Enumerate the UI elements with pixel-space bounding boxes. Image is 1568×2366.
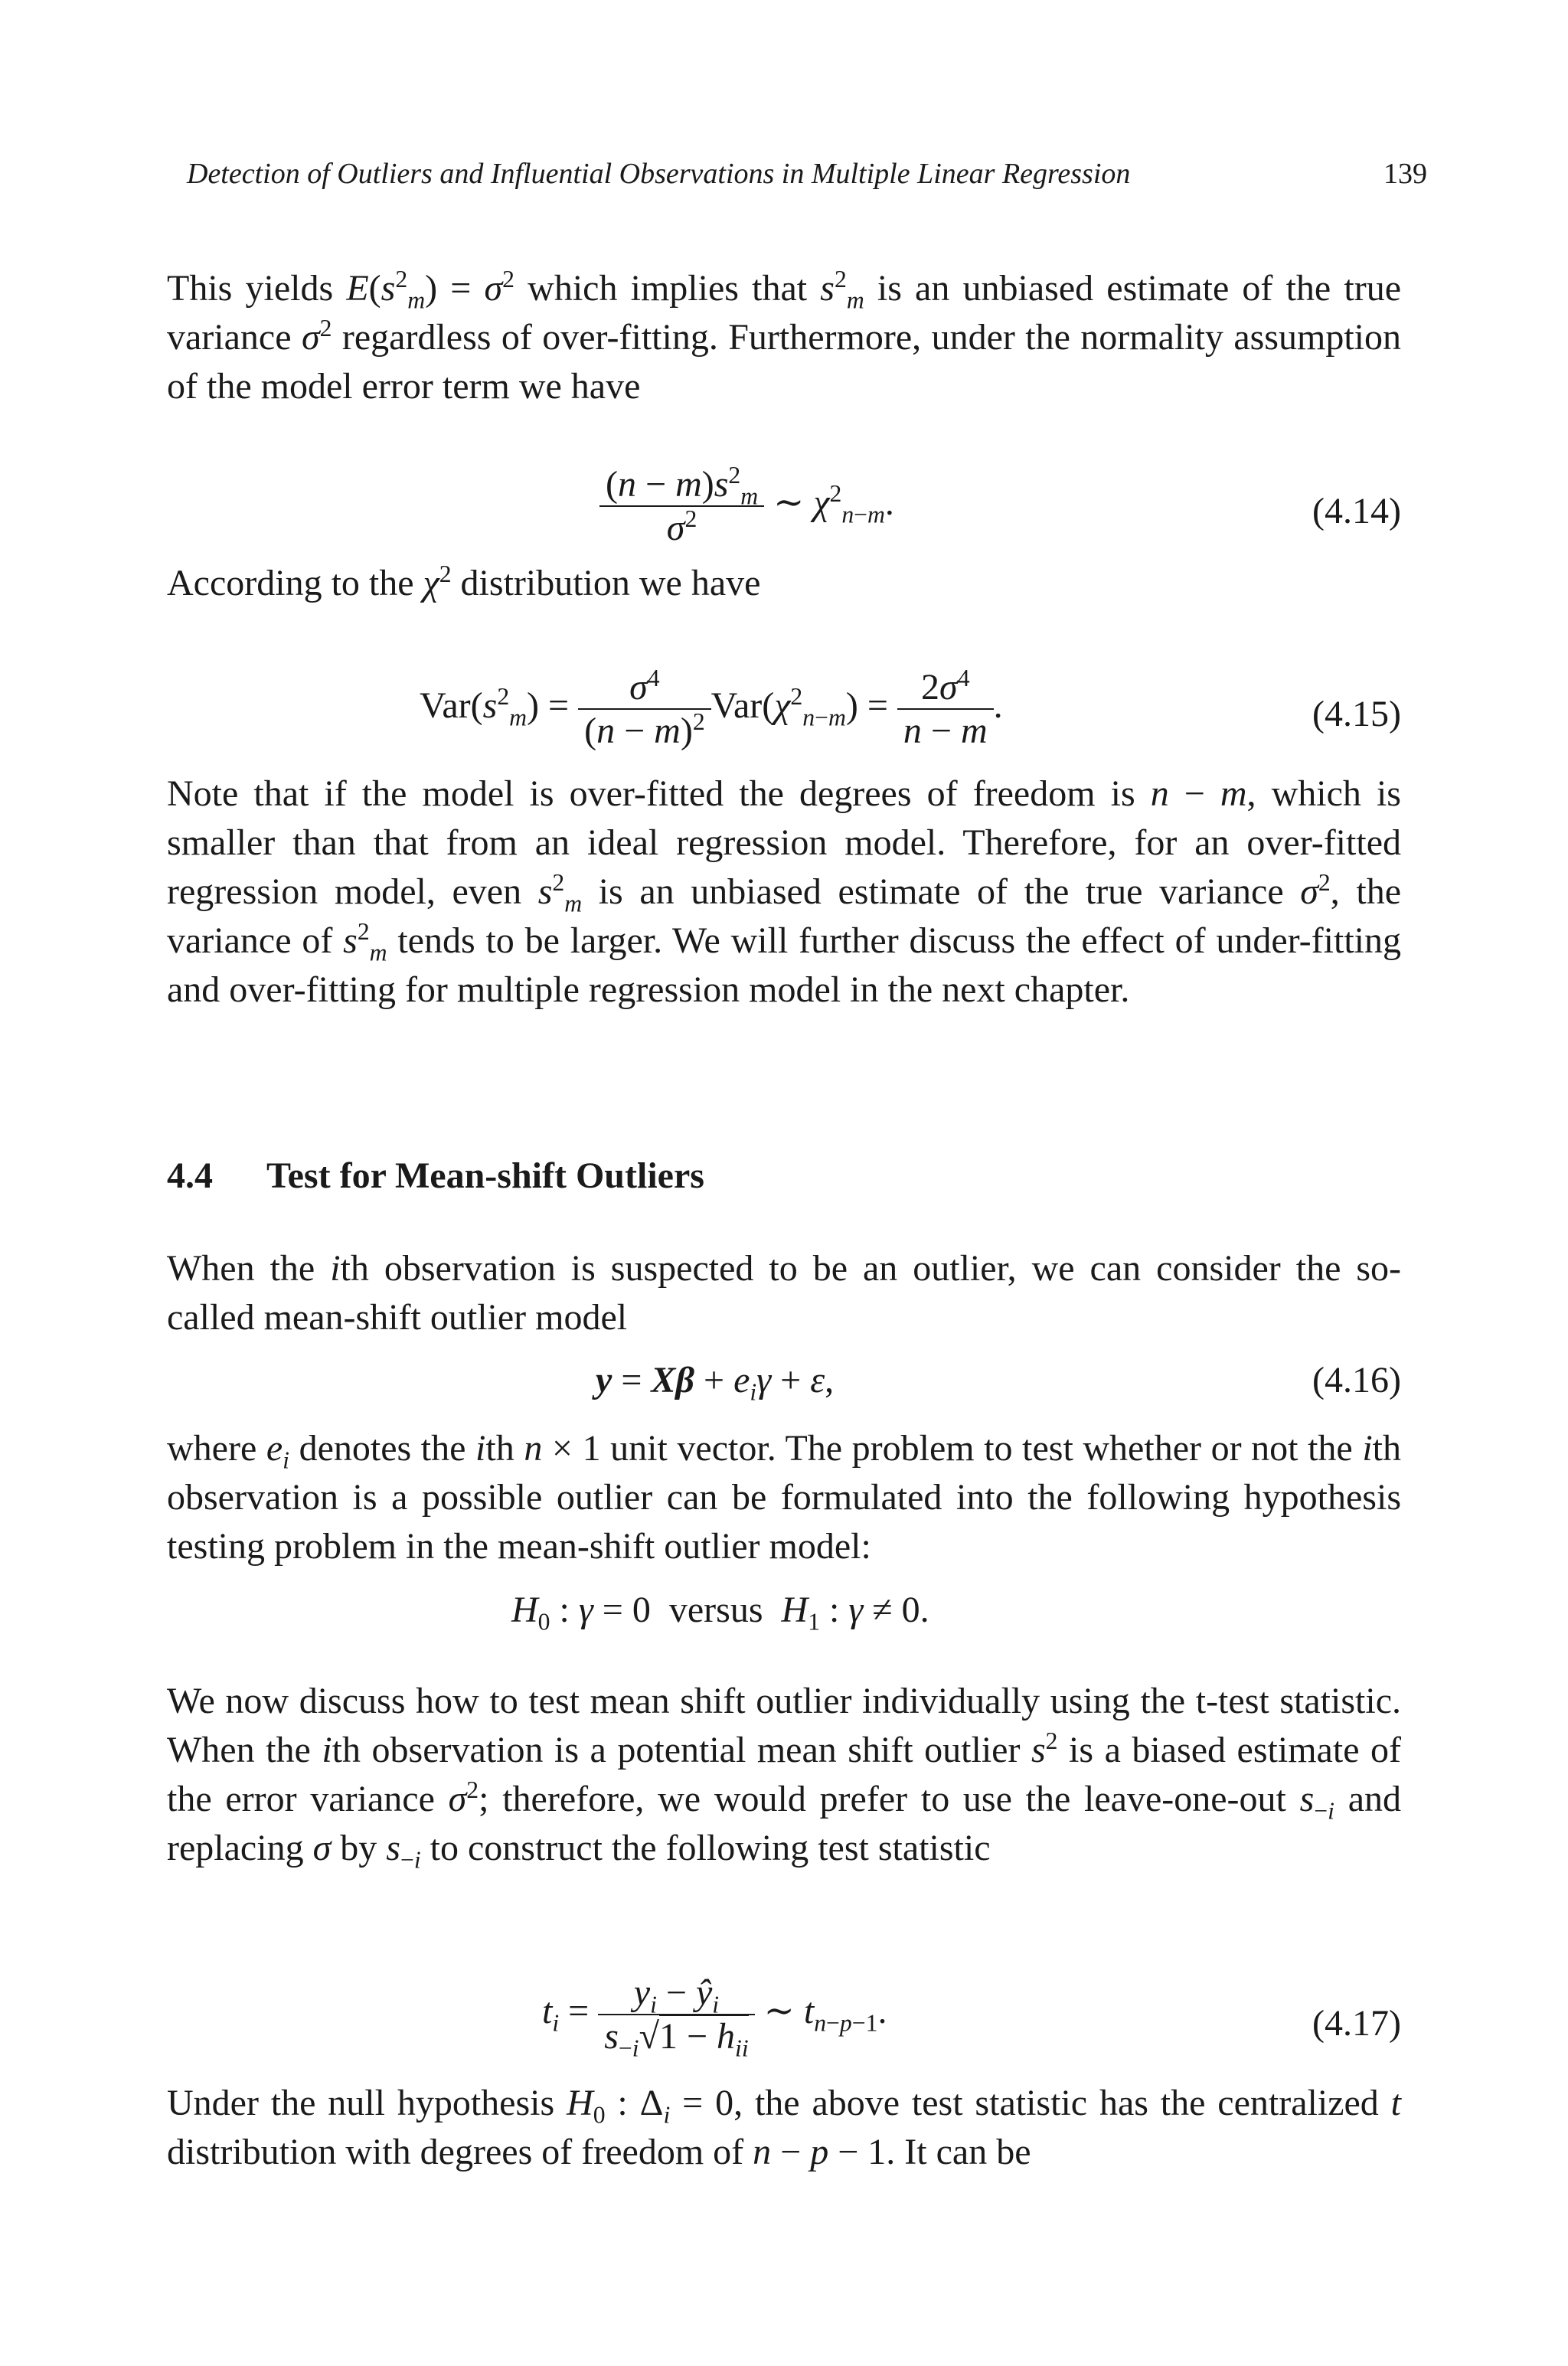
section-heading	[167, 1155, 704, 1197]
text-span: According to the	[167, 563, 423, 603]
paragraph-6: We now discuss how to test mean shift outlier individually using the t-test statistic. When the ith observation is a potential mean shift outlier $s^2$ is a biased estimate of the error variance $\sigma^2$; therefore, we would prefer to use the leave-one-out $s_{-i}$ and replacing σ by $s_{-i}$ to construct the following test statistic	[167, 1681, 1402, 1874]
text-span: which implies that	[514, 268, 821, 309]
text-span: We now discuss how to test mean shift outlier individually using the t-test statistic. When the	[167, 1681, 1401, 1770]
text-span: This yields	[167, 268, 347, 309]
versus-label: versus	[668, 1590, 763, 1630]
running-head-title: Detection of Outliers and Influential Observations in Multiple Linear Regression	[187, 158, 1131, 190]
text-span: Under the null hypothesis	[167, 2083, 567, 2123]
text-span: ; therefore, we would prefer to use the leave-one-out	[479, 1779, 1300, 1819]
text-span: to construct the following test statistic	[420, 1828, 991, 1868]
text-span: distribution with degrees of freedom of	[167, 2132, 753, 2172]
text-span: tends to be larger. We will further discuss the effect of under-fitting and over-fitting for multiple regression model in the next chapter.	[167, 920, 1401, 1010]
text-span: regardless of over-fitting. Furthermore, under the normality assumption of the model error term we have	[167, 317, 1401, 407]
paragraph-5: where $e_i$ denotes the ith n × 1 unit vector. The problem to test whether or not the ith observation is a possible outlier can be formulated into the following hypothesis testing problem in the mean-shift outlier model:	[167, 1428, 1402, 1567]
text-span: unit vector. The problem to test whether or not the	[600, 1428, 1363, 1469]
text-span: is a biased estimate of the error variance	[167, 1730, 1402, 1819]
equation-4-15: $Var(s^2_m)$ = $\frac{\sigma^4}{(n - m)^2}$ $Var(\chi^2_{n-m})$ = $\frac{2\sigma^4}{n - m}$ . (4.15)	[420, 665, 1401, 751]
paragraph-1: This yields $E(s^2_m) = \sigma^2$ which implies that $s^2_m$ is an unbiased estimate of the true variance $\sigma^2$ regardless of over-fitting. Furthermore, under the normality assumption of the model error term we have	[167, 266, 1402, 407]
hypothesis-line: $H_0$ : γ = 0 versus $H_1$ : γ ≠ 0.	[511, 1590, 929, 1636]
equation-4-17: $t_i$ = $\frac{y_i - ŷ_i}{s_{-i}√1 - h_{ii}}$ ∼ $t_{n-p-1}$. (4.17)	[542, 1972, 1401, 2062]
equation-4-14: $\frac{(n - m)s^2_m}{\sigma^2}$ ∼ $\chi^2_{n-m}$. (4.14)	[167, 463, 1401, 570]
text-span: , which is smaller than that from an ideal regression model. Therefore, for an over-fitted regression model, even	[167, 773, 1401, 912]
equation-number: (4.14)	[1312, 491, 1401, 531]
text-span: . It can be	[886, 2132, 1031, 2172]
text-span: distribution we have	[451, 563, 761, 603]
equation-number: (4.16)	[1312, 1360, 1401, 1400]
text-span: and replacing	[167, 1779, 1402, 1868]
text-span: th observation is a potential mean shift outlier	[332, 1730, 1031, 1770]
text-span: is an unbiased estimate of the true variance	[582, 871, 1301, 912]
paragraph-4: When the ith observation is suspected to be an outlier, we can consider the so-called mean-shift outlier model	[167, 1248, 1402, 1338]
text-span: , the above test statistic has the centralized	[733, 2083, 1391, 2123]
text-span: , the variance of	[167, 871, 1402, 961]
section-number: 4.4	[167, 1155, 213, 1196]
text-span: denotes the	[289, 1428, 476, 1469]
text-span: Note that if the model is over-fitted the degrees of freedom is	[167, 773, 1151, 814]
page-number: 139	[1383, 158, 1427, 190]
text-span: th	[485, 1428, 524, 1469]
text-span: where	[167, 1428, 266, 1469]
text-span: th observation is a possible outlier can be formulated into the following hypothesis testing problem in the mean-shift outlier model:	[167, 1428, 1402, 1567]
equation-4-16: $y = X\beta + e_i\gamma + \varepsilon$, (4.16)	[596, 1360, 1401, 1406]
equation-number: (4.17)	[1312, 2003, 1401, 2044]
running-head	[187, 157, 1427, 191]
equation-number: (4.15)	[1312, 694, 1401, 734]
paragraph-7: Under the null hypothesis $H_0$ : $\Delta_i = 0$, the above test statistic has the centralized t distribution with degrees of freedom of n − p − 1. It can be	[167, 2083, 1401, 2172]
text-span: th observation is suspected to be an outlier, we can consider the so-called mean-shift outlier model	[167, 1248, 1402, 1338]
paragraph-2: According to the $\chi^2$ distribution we have	[167, 560, 761, 603]
paragraph-3: Note that if the model is over-fitted the degrees of freedom is n − m, which is smaller than that from an ideal regression model. Therefore, for an over-fitted regression model, even $s^2_m$ is an unbiased estimate of the true variance $\sigma^2$, the variance of $s^2_m$ tends to be larger. We will further discuss the effect of under-fitting and over-fitting for multiple regression model in the next chapter.	[167, 773, 1402, 1010]
text-span: by	[331, 1828, 387, 1868]
text-span: is an unbiased estimate of the true variance	[167, 268, 1402, 358]
text-span: When the	[167, 1248, 331, 1289]
section-title: Test for Mean-shift Outliers	[266, 1155, 704, 1196]
